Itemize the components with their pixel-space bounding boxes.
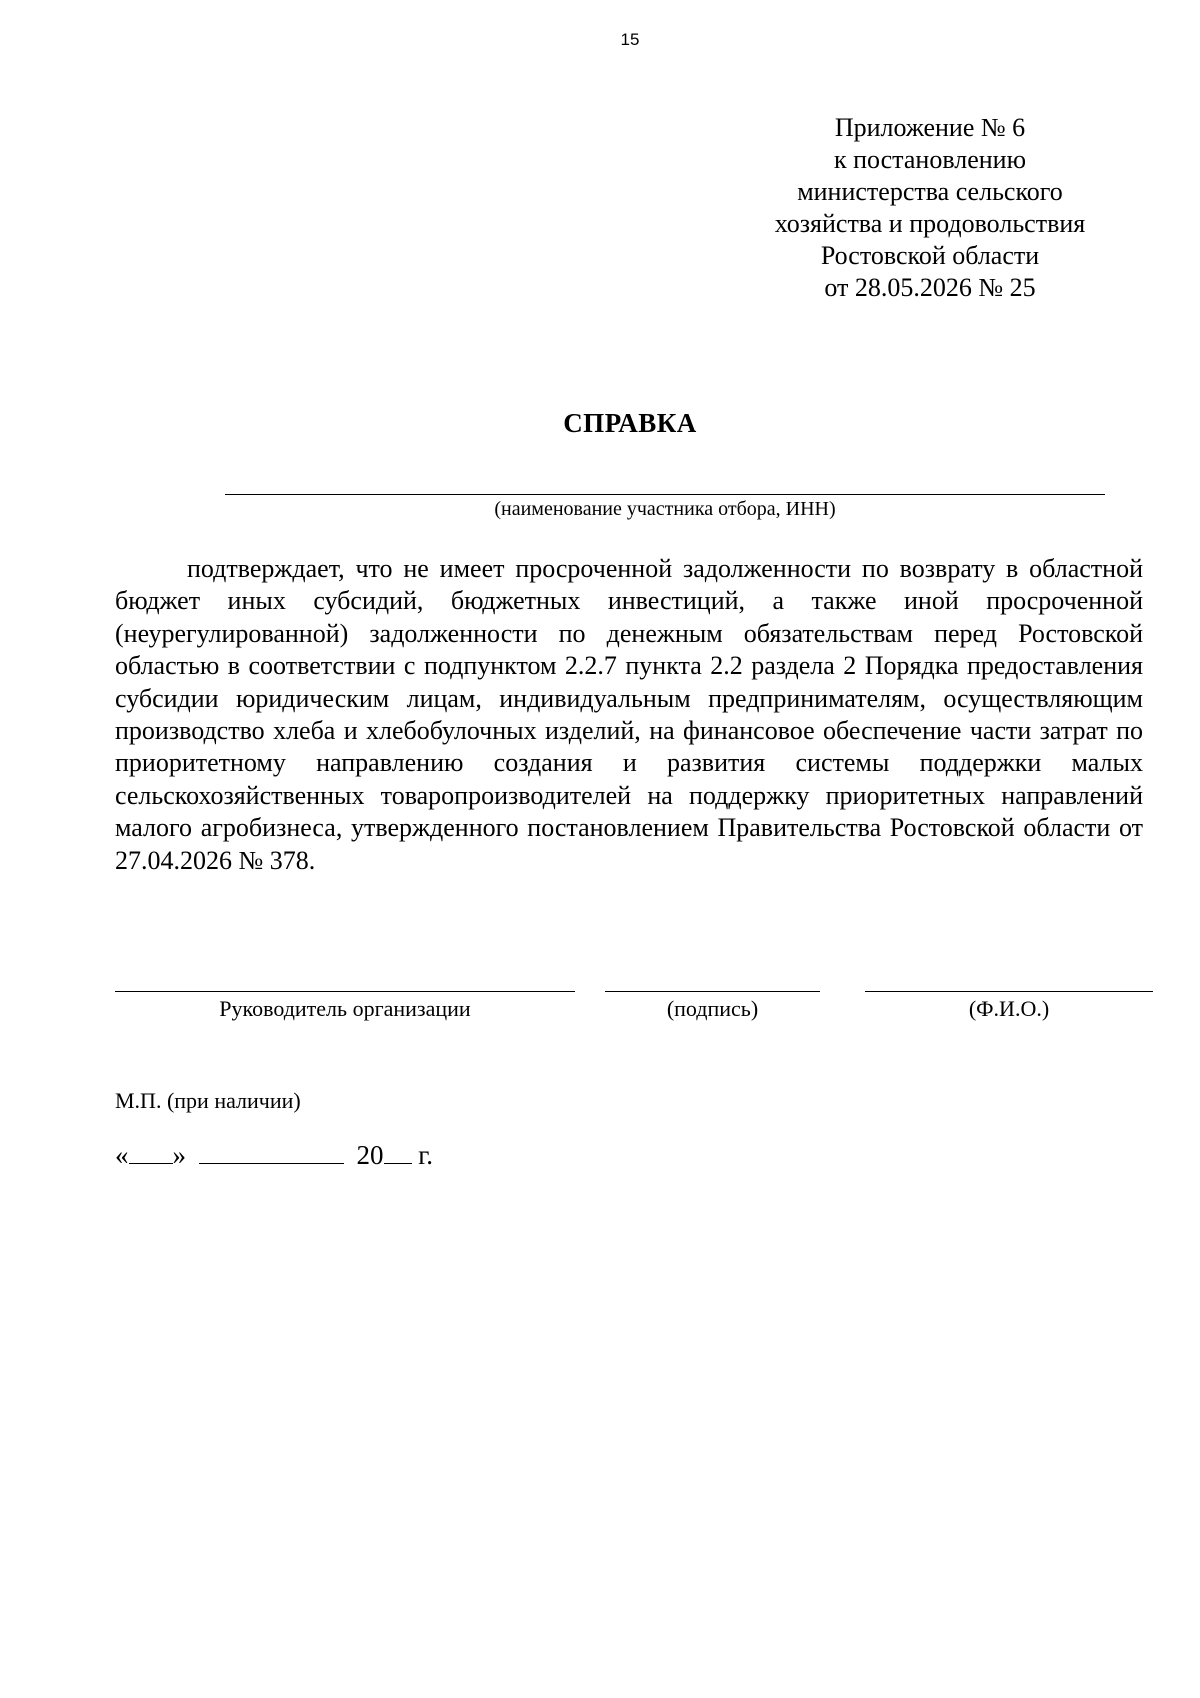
year-prefix: 20 [356,1140,384,1170]
participant-name-caption: (наименование участника отбора, ИНН) [494,498,836,520]
day-blank[interactable] [129,1143,173,1164]
appendix-line: Ростовской области [820,241,1040,270]
page-number: 15 [620,30,640,49]
date-open-quote: « [115,1140,129,1170]
head-signature-blank[interactable] [115,991,575,992]
full-name-caption: (Ф.И.О.) [968,996,1050,1021]
year-blank[interactable] [384,1143,412,1164]
month-blank[interactable] [199,1143,344,1164]
participant-name-blank[interactable] [225,494,1105,495]
stamp-place: М.П. (при наличии) [115,1088,301,1113]
year-suffix: г. [418,1140,434,1170]
appendix-line: Приложение № 6 [834,113,1026,142]
appendix-line: министерства сельского [797,177,1063,206]
date-line [115,1140,433,1171]
signature-caption: (подпись) [666,996,759,1021]
body-paragraph: подтверждает, что не имеет просроченной задолженности по возврату в областной бюджет иных субсидий, бюджетных инвестиций, а также иной просроченной (неурегулированной) задолженности по денежным обязательствам перед Ростовской областью в соответствии с подпунктом 2.2.7 пункта 2.2 раздела 2 Порядка предоставления субсидии юридическим лицам, индивидуальным предпринимателям, осуществляющим производство хлеба и хлебобулочных изделий, на финансовое обеспечение части затрат по приоритетному направлению создания и развития системы поддержки малых сельскохозяйственных товаропроизводителей на поддержку приоритетных направлений малого агробизнеса, утвержденного постановлением Правительства Ростовской области от 27.04.2026 № 378. [115,554,1143,875]
appendix-line: от 28.05.2026 № 25 [824,273,1036,302]
document-title: СПРАВКА [563,408,697,438]
signature-blank[interactable] [605,991,820,992]
full-name-blank[interactable] [865,991,1153,992]
appendix-header [740,112,1120,304]
head-caption: Руководитель организации [219,996,471,1021]
appendix-line: хозяйства и продовольствия [774,209,1086,238]
date-close-quote: » [172,1140,186,1170]
appendix-line: к постановлению [833,145,1027,174]
